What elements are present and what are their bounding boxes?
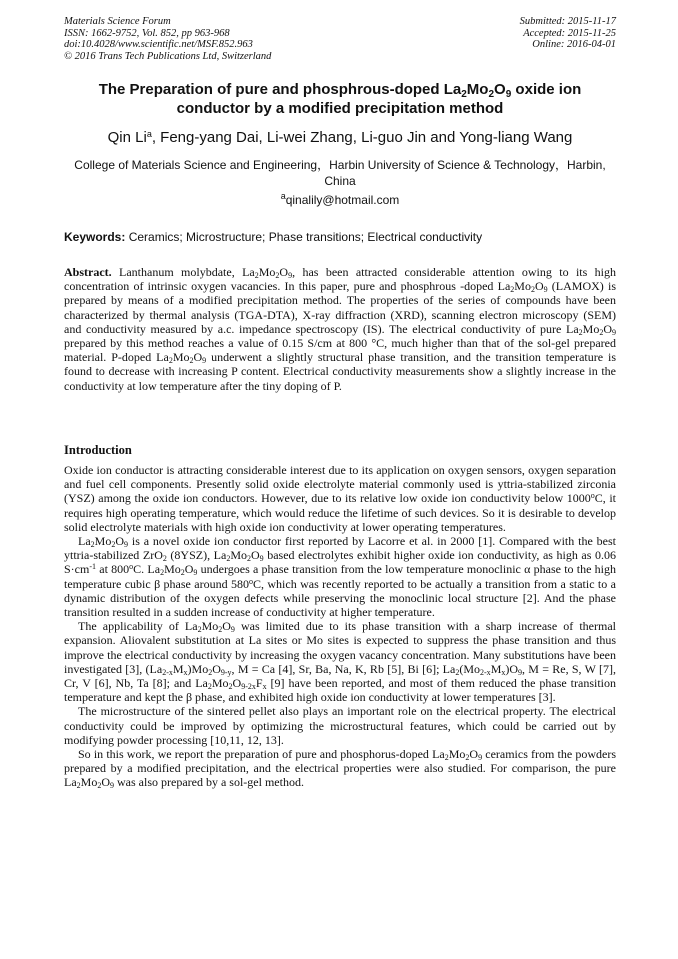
header-left	[64, 16, 271, 62]
affiliation: College of Materials Science and Engineering，Harbin University of Science & Technology，Harbin, China	[74, 158, 606, 188]
intro-paragraph-5: So in this work, we report the preparation of pure and phosphorus-doped $La_2Mo_2O_9$ ceramics from the powders prepared by a modified precipitation, and the electrical properties were also studied. For comparison, the pure $La_2Mo_2O_9$ was also prepared by a sol-gel method.	[64, 747, 616, 791]
journal-name: Materials Science Forum	[64, 16, 171, 27]
intro-paragraph-2: $La_2Mo_2O_9$ is a novel oxide ion conductor first reported by Lacorre et al. in 2000 [1]. Compared with the best yttria-stabilized ZrO$_2$ (8YSZ), $La_2Mo_2O_9$ based electrolytes exhibit higher oxide ion conductivity, as high as 0.06 $S\cdot cm^{-1}$ at 800$^o$C. $La_2Mo_2O_9$ undergoes a phase transition from the low temperature monoclinic α phase to the high temperature cubic β phase around 580$^o$C, which was recently reported to be actually a transition from a static to a dynamic distribution of the oxygen defects while preserving the monoclinic local structure [2]. And the phase transition resulted in a sudden increase of conductivity at higher temperature.	[64, 534, 616, 620]
section-heading-introduction: Introduction	[64, 443, 132, 457]
intro-paragraph-3: The applicability of $La_2Mo_2O_9$ was limited due to its phase transition with a sharp increase of thermal expansion. Aliovalent substitution at La sites or Mo sites is expected to suppress the phase transition and thus improve the electrical conductivity by increasing the oxygen vacancy concentration. Many substitutions have been investigated [3], $(La_{2-x}M_x)Mo_2O_{9-y}$, M = Ca [4], Sr, Ba, Na, K, Rb [5], Bi [6]; $La_2(Mo_{2-x}M_x)O_9$, M = Re, S, W [7], Cr, V [6], Nb, Ta [8]; and $La_2Mo_2O_{9-2x}F_x$ [9] have been reported, and most of them reduced the phase transition temperature and kept the β phase, and exhibited high oxide ion conductivity at lower temperatures [3].	[64, 619, 617, 705]
doi-line: doi:10.4028/www.scientific.net/MSF.852.963	[64, 39, 253, 50]
author-list: Qin Li$^a$, Feng-yang Dai, Li-wei Zhang, Li-guo Jin and Yong-liang Wang	[107, 129, 573, 146]
copyright-line: © 2016 Trans Tech Publications Ltd, Switzerland	[64, 50, 272, 62]
issn-line: ISSN: 1662-9752, Vol. 852, pp 963-968	[64, 27, 230, 39]
introduction-body	[64, 463, 616, 790]
paper-title: The Preparation of pure and phosphrous-doped $La_2Mo_2O_9$ oxide ion conductor by a modified precipitation method	[98, 81, 582, 117]
accepted-date: Accepted: 2015-11-25	[523, 27, 616, 39]
online-date: Online: 2016-04-01	[532, 39, 616, 50]
author-email[interactable]: $^a$qinalily@hotmail.com	[280, 191, 400, 207]
intro-paragraph-4: The microstructure of the sintered pellet also plays an important role on the electrical property. The electrical conductivity could be improved by optimizing the microstructural features, which could be carried out by modifying powder processing [10,11, 12, 13].	[64, 704, 616, 747]
intro-paragraph-1: Oxide ion conductor is attracting considerable interest due to its application on oxygen sensors, oxygen separation and fuel cell components. Presently solid oxide electrolyte material commonly used is yttria-stabilized zirconia (YSZ) among the oxide ion conductors. However, due to its relative low oxide ion conductivity below 1000$^o$C, it requires high operating temperature, which would reduce the lifetime of such devices. So it is desirable to develop solid electrolyte materials with high oxide ion conductivity at lower operating temperatures.	[64, 463, 617, 534]
header-right	[520, 16, 616, 51]
submitted-date: Submitted: 2015-11-17	[519, 16, 616, 27]
keywords: Keywords: Ceramics; Microstructure; Phase transitions; Electrical conductivity	[64, 230, 483, 244]
abstract: Abstract. Lanthanum molybdate, $La_2Mo_2O_9$, has been attracted considerable attention owing to its high concentration of intrinsic oxygen vacancies. In this paper, pure and phosphrous -doped $La_2Mo_2O_9$ (LAMOX) is prepared by means of a modified precipitation method. The properties of the series of compounds have been characterized by thermal analysis (TGA-DTA), X-ray diffraction (XRD), scanning electron microscopy (SEM) and conductivity measured by a.c. impedance spectroscopy (IS). The electrical conductivity of pure $La_2Mo_2O_9$ prepared by this method reaches a value of 0.15 S/cm at 800 °C, much higher than that of the sol-gel prepared material. P-doped $La_2Mo_2O_9$ underwent a slightly structural phase transition, and the transition temperature is found to decrease with increasing P content. Electrical conductivity measurements show a slightly increase in the conductivity at low temperature after the tiny doping of P.	[64, 265, 616, 393]
